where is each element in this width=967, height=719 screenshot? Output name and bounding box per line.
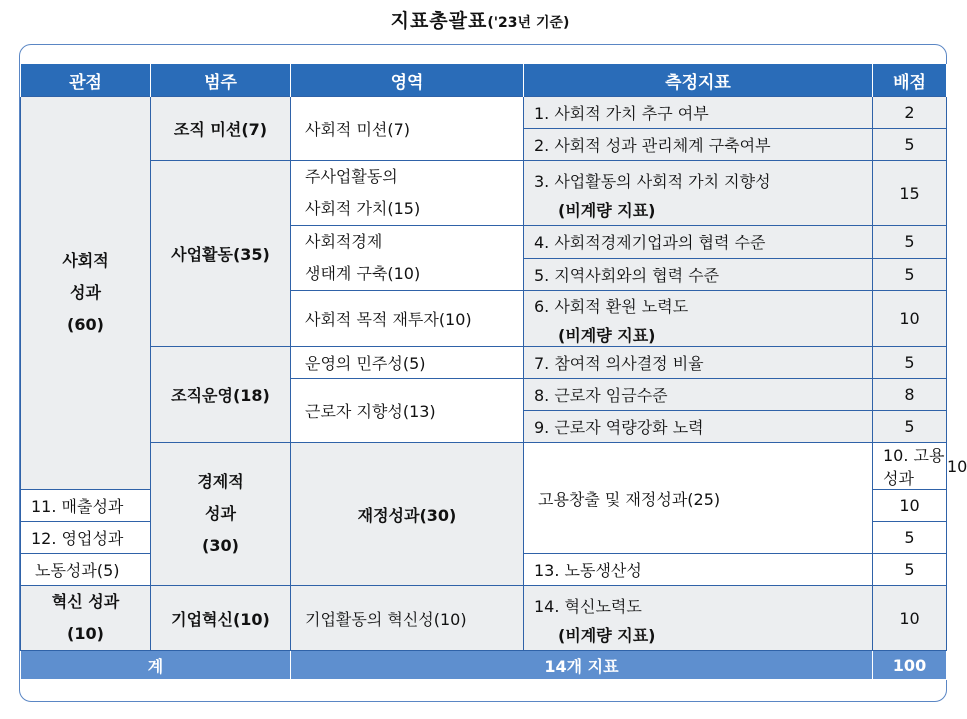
indicator-cell — [524, 161, 873, 226]
score-cell: 5 — [873, 347, 947, 379]
indicator-cell — [524, 586, 873, 651]
area-cell: 사회적 미션(7) — [291, 97, 524, 161]
header-area: 영역 — [291, 64, 524, 97]
header-category: 범주 — [151, 64, 291, 97]
score-cell: 5 — [873, 522, 947, 554]
indicator-text: 6. 사회적 환원 노력도 — [534, 297, 689, 316]
indicator-cell: 2. 사회적 성과 관리체계 구축여부 — [524, 129, 873, 161]
title-sub: ('23년 기준) — [487, 15, 570, 31]
header-perspective: 관점 — [21, 64, 151, 97]
area-line: 주사업활동의 — [305, 167, 398, 186]
area-line: 사회적경제 — [305, 232, 383, 251]
perspective-line: (60) — [67, 315, 104, 334]
score-cell: 5 — [873, 411, 947, 443]
indicator-cell: 8. 근로자 임금수준 — [524, 379, 873, 411]
perspective-cell — [151, 443, 291, 586]
indicator-cell: 12. 영업성과 — [21, 522, 151, 554]
score-cell: 5 — [873, 554, 947, 586]
total-row — [21, 651, 947, 680]
area-cell: 기업활동의 혁신성(10) — [291, 586, 524, 651]
indicator-cell — [524, 291, 873, 347]
perspective-cell — [21, 586, 151, 651]
score-cell: 8 — [873, 379, 947, 411]
score-cell: 5 — [873, 226, 947, 259]
score-cell: 10 — [873, 291, 947, 347]
category-cell: 조직 미션(7) — [151, 97, 291, 161]
non-quant-note: (비계량 지표) — [558, 625, 656, 645]
area-cell: 근로자 지향성(13) — [291, 379, 524, 443]
area-line: 생태계 구축(10) — [305, 264, 421, 283]
non-quant-note: (비계량 지표) — [558, 326, 656, 345]
total-score: 100 — [873, 651, 947, 680]
perspective-line: 혁신 성과 — [51, 592, 120, 611]
indicator-cell: 9. 근로자 역량강화 노력 — [524, 411, 873, 443]
score-cell: 15 — [873, 161, 947, 226]
category-cell: 재정성과(30) — [291, 443, 524, 586]
area-cell: 사회적 목적 재투자(10) — [291, 291, 524, 347]
score-cell: 5 — [873, 258, 947, 291]
area-cell: 고용창출 및 재정성과(25) — [524, 443, 873, 554]
header-indicator: 측정지표 — [524, 64, 873, 97]
indicator-cell: 4. 사회적경제기업과의 협력 수준 — [524, 226, 873, 259]
total-indicators: 14개 지표 — [291, 651, 873, 680]
perspective-line: 성과 — [205, 504, 236, 523]
table-row — [21, 347, 947, 379]
score-cell: 10 — [873, 586, 947, 651]
indicator-cell: 10. 고용성과 — [873, 443, 947, 490]
area-cell — [291, 226, 524, 291]
indicator-cell: 5. 지역사회와의 협력 수준 — [524, 258, 873, 291]
non-quant-note: (비계량 지표) — [558, 200, 656, 220]
total-label: 계 — [21, 651, 291, 680]
indicator-cell: 1. 사회적 가치 추구 여부 — [524, 97, 873, 129]
indicator-cell: 7. 참여적 의사결정 비율 — [524, 347, 873, 379]
category-cell: 조직운영(18) — [151, 347, 291, 443]
area-cell: 노동성과(5) — [21, 554, 151, 586]
area-cell: 운영의 민주성(5) — [291, 347, 524, 379]
perspective-cell — [21, 97, 151, 490]
indicator-text: 3. 사업활동의 사회적 가치 지향성 — [534, 171, 771, 191]
table-header-row — [21, 64, 947, 97]
table-row: 경제적 성과 (30) 재정성과(30) 고용창출 및 재정성과(25) 10. 고용성과 10 — [21, 443, 947, 490]
title-main: 지표총괄표 — [390, 10, 488, 32]
score-cell: 10 — [873, 490, 947, 522]
category-cell: 사업활동(35) — [151, 161, 291, 347]
perspective-line: 경제적 — [197, 472, 244, 491]
header-score: 배점 — [873, 64, 947, 97]
score-cell: 5 — [873, 129, 947, 161]
category-cell: 기업혁신(10) — [151, 586, 291, 651]
perspective-line: (30) — [202, 536, 239, 555]
area-line: 사회적 가치(15) — [305, 199, 421, 218]
indicator-text: 14. 혁신노력도 — [534, 596, 642, 616]
page-title — [0, 6, 960, 33]
score-cell: 2 — [873, 97, 947, 129]
area-cell — [291, 161, 524, 226]
perspective-line: 사회적 — [62, 251, 109, 270]
indicator-cell: 13. 노동생산성 — [524, 554, 873, 586]
table-row — [21, 97, 947, 129]
indicator-summary-table — [20, 64, 967, 680]
perspective-line: 성과 — [70, 283, 101, 302]
indicator-cell: 11. 매출성과 — [21, 490, 151, 522]
perspective-line: (10) — [67, 624, 104, 643]
